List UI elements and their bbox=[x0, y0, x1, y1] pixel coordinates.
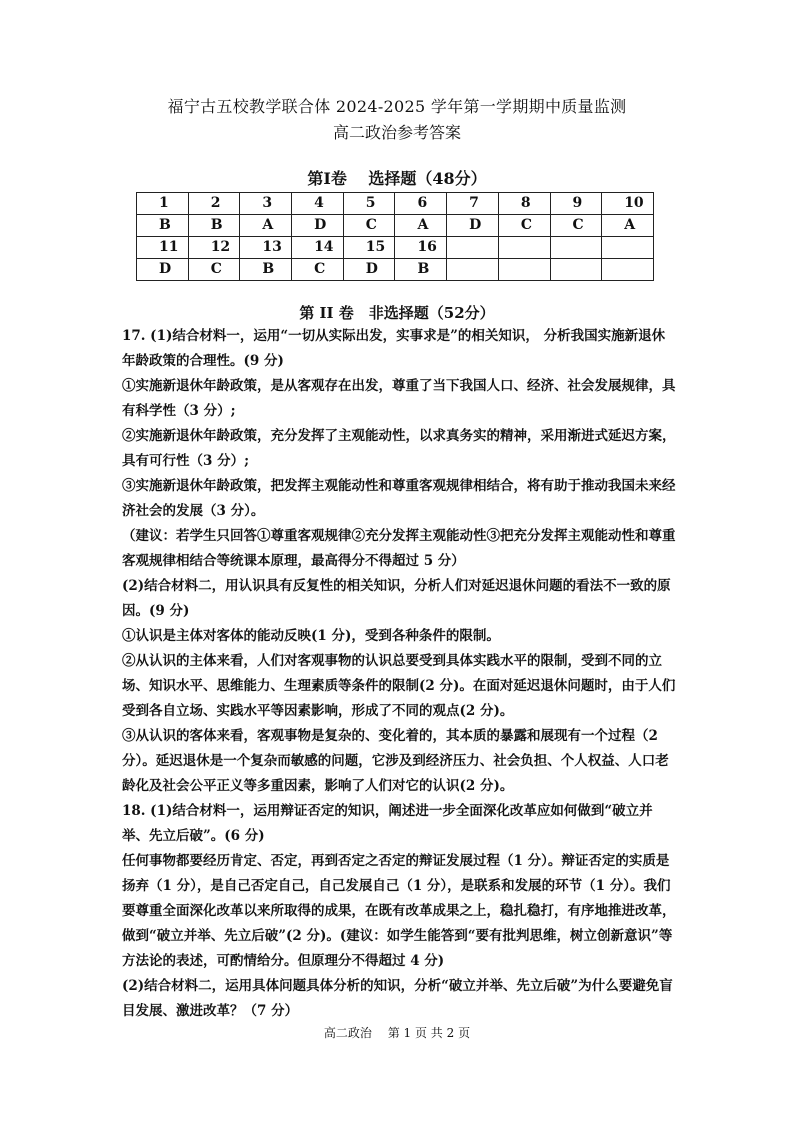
answer-table-cell: 12 bbox=[188, 237, 240, 259]
answer-table-cell bbox=[602, 237, 654, 259]
answer-table-cell: 7 bbox=[447, 193, 499, 215]
answer-table-cell: B bbox=[188, 215, 240, 237]
answer-table-cell bbox=[550, 259, 602, 281]
answer-table-cell: D bbox=[447, 215, 499, 237]
section2-title: 第 II 卷 非选择题（52分） bbox=[299, 304, 495, 322]
answer-paragraph: 17. (1)结合材料一，运用“一切从实际出发，实事求是”的相关知识， 分析我国实施新退休年龄政策的合理性。(9 分) bbox=[122, 328, 666, 369]
answer-table-cell bbox=[498, 259, 550, 281]
answer-paragraph: ①认识是主体对客体的能动反映(1 分)，受到各种条件的限制。 bbox=[122, 628, 500, 644]
answer-table-row bbox=[137, 237, 654, 259]
answer-table-cell bbox=[550, 237, 602, 259]
answer-table-cell: C bbox=[498, 215, 550, 237]
answer-table-cell: 4 bbox=[292, 193, 344, 215]
answer-table-cell: C bbox=[292, 259, 344, 281]
answer-table-cell: D bbox=[137, 259, 189, 281]
page-footer: 高二政治 第 1 页 共 2 页 bbox=[323, 1026, 471, 1040]
answer-table bbox=[136, 192, 654, 281]
answer-paragraph: 任何事物都要经历肯定、否定，再到否定之否定的辩证发展过程（1 分）。辩证否定的实质是扬弃（1 分），是自己否定自己，自己发展自己（1 分），是联系和发展的环节（1 分）。我们要尊重全面深化改革以来所取得的成果，在既有改革成果之上，稳扎稳打，有序地推进改革，做到“破立并举、先立后破”(2 分)。(建议：如学生能答到“要有批判思维，树立创新意识”等方法论的表述，可酌情给分。但原理分不得超过 4 分) bbox=[122, 853, 676, 969]
answer-paragraph: ③从认识的客体来看，客观事物是复杂的、变化着的，其本质的暴露和展现有一个过程（2 分）。延迟退休是一个复杂而敏感的问题，它涉及到经济压力、社会负担、个人权益、人口老龄化及社会公平正义等多重因素，影响了人们对它的认识(2 分)。 bbox=[122, 728, 669, 794]
answer-table-cell: 5 bbox=[343, 193, 395, 215]
answer-table-row bbox=[137, 193, 654, 215]
answer-table-cell: 14 bbox=[292, 237, 344, 259]
answer-paragraph: (2)结合材料二，运用具体问题具体分析的知识，分析“破立并举、先立后破”为什么要避免盲目发展、激进改革？（7 分） bbox=[122, 978, 673, 1019]
answer-paragraph: 18. (1)结合材料一，运用辩证否定的知识，阐述进一步全面深化改革应如何做到“破立并举、先立后破”。(6 分) bbox=[122, 803, 653, 844]
answer-paragraph: ①实施新退休年龄政策，是从客观存在出发，尊重了当下我国人口、经济、社会发展规律，具有科学性（3 分）; bbox=[122, 378, 676, 419]
answer-table-cell: C bbox=[550, 215, 602, 237]
answer-paragraph: ②实施新退休年龄政策，充分发挥了主观能动性，以求真务实的精神，采用渐进式延迟方案，具有可行性（3 分）; bbox=[122, 428, 676, 469]
answer-table-cell bbox=[498, 237, 550, 259]
answer-table-cell: 3 bbox=[240, 193, 292, 215]
answer-paragraph: (2)结合材料二，用认识具有反复性的相关知识，分析人们对延迟退休问题的看法不一致的原因。(9 分) bbox=[122, 578, 671, 619]
answer-table-cell: B bbox=[240, 259, 292, 281]
answer-table-cell: D bbox=[292, 215, 344, 237]
answer-table-cell: B bbox=[395, 259, 447, 281]
document-title: 福宁古五校教学联合体 2024-2025 学年第一学期期中质量监测 bbox=[167, 97, 627, 116]
answer-table-cell: 9 bbox=[550, 193, 602, 215]
answer-table-cell: C bbox=[188, 259, 240, 281]
answer-table-cell: 2 bbox=[188, 193, 240, 215]
answer-table-cell: 8 bbox=[498, 193, 550, 215]
answer-paragraph: （建议：若学生只回答①尊重客观规律②充分发挥主观能动性③把充分发挥主观能动性和尊重客观规律相结合等统课本原理，最高得分不得超过 5 分） bbox=[122, 528, 676, 569]
answer-table-cell: D bbox=[343, 259, 395, 281]
answer-table-cell: C bbox=[343, 215, 395, 237]
answer-table-cell: 15 bbox=[343, 237, 395, 259]
answer-table-cell: 6 bbox=[395, 193, 447, 215]
answer-table-cell: 1 bbox=[137, 193, 189, 215]
answer-table-cell: A bbox=[395, 215, 447, 237]
answer-table-cell: A bbox=[240, 215, 292, 237]
answer-table-cell bbox=[447, 237, 499, 259]
answer-table-cell bbox=[447, 259, 499, 281]
answer-paragraph: ③实施新退休年龄政策，把发挥主观能动性和尊重客观规律相结合，将有助于推动我国未来经济社会的发展（3 分）。 bbox=[122, 478, 676, 519]
document-subtitle: 高二政治参考答案 bbox=[332, 123, 461, 142]
answer-table-cell: B bbox=[137, 215, 189, 237]
answer-table-cell: 13 bbox=[240, 237, 292, 259]
answer-table-row bbox=[137, 259, 654, 281]
answer-table-row bbox=[137, 215, 654, 237]
section1-title: 第Ⅰ卷 选择题（48分） bbox=[307, 169, 487, 188]
answer-table-cell: 16 bbox=[395, 237, 447, 259]
answer-table-cell: 11 bbox=[137, 237, 189, 259]
answer-table-cell: A bbox=[602, 215, 654, 237]
answer-paragraph: ②从认识的主体来看，人们对客观事物的认识总要受到具体实践水平的限制，受到不同的立场、知识水平、思维能力、生理素质等条件的限制(2 分)。在面对延迟退休问题时，由于人们受到各自立场、实践水平等因素影响，形成了不同的观点(2 分)。 bbox=[122, 653, 676, 719]
answer-content bbox=[122, 324, 678, 1024]
answer-table-cell bbox=[602, 259, 654, 281]
answer-table-cell: 10 bbox=[602, 193, 654, 215]
